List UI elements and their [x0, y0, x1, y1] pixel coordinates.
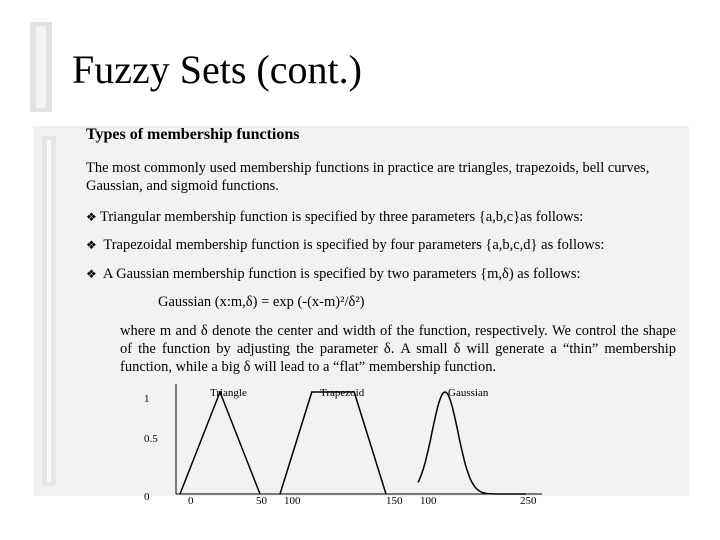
bullet-triangular [86, 208, 583, 226]
y-tick-labels [144, 393, 158, 503]
x-tick-label: 100 [284, 495, 301, 507]
diamond-bullet-icon: ❖ [86, 210, 97, 224]
panel-decorative-strip-inner [47, 140, 51, 482]
x-tick-label: 150 [386, 495, 403, 507]
diamond-bullet-icon: ❖ [86, 238, 97, 252]
section-heading: Types of membership functions [86, 126, 300, 143]
membership-curves [180, 392, 526, 494]
decorative-bar-inner [36, 26, 46, 108]
triangle-curve [180, 392, 260, 494]
y-tick-label: 0 [144, 491, 150, 503]
membership-functions-chart [130, 378, 550, 510]
bullet-text: Triangular membership function is specified by three parameters {a,b,c}as follows: [100, 209, 584, 225]
x-tick-label: 100 [420, 495, 437, 507]
y-tick-label: 1 [144, 393, 150, 405]
x-tick-labels [188, 495, 537, 507]
x-tick-label: 50 [256, 495, 267, 507]
gaussian-label: Gaussian [448, 387, 489, 399]
trapezoid-label: Trapezoid [320, 387, 365, 399]
bullet-gaussian [86, 265, 581, 283]
x-tick-label: 0 [188, 495, 194, 507]
trapezoid-curve [280, 392, 386, 494]
bullet-text: A Gaussian membership function is specified by two parameters {m,δ) as follows: [100, 266, 581, 282]
gaussian-formula: Gaussian (x:m,δ) = exp (-(x-m)²/δ²) [158, 294, 365, 310]
chart-axes [176, 384, 542, 494]
y-tick-label: 0.5 [144, 433, 158, 445]
bullet-text: Trapezoidal membership function is specified by four parameters {a,b,c,d} as follows: [100, 237, 605, 253]
diamond-bullet-icon: ❖ [86, 267, 97, 281]
slide-title: Fuzzy Sets (cont.) [72, 47, 362, 92]
triangle-label: Triangle [210, 387, 247, 399]
gaussian-curve [418, 392, 526, 494]
explanation-paragraph: where m and δ denote the center and width of the function, respectively. We control the shape of the function by adjusting the parameter δ. A small δ will generate a “thin” membership function, while a big δ will lead to a “flat” membership function. [120, 323, 676, 375]
bullet-trapezoidal [86, 236, 604, 254]
intro-paragraph: The most commonly used membership functions in practice are triangles, trapezoids, bell curves, Gaussian, and sigmoid functions. [86, 160, 650, 194]
x-tick-label: 250 [520, 495, 537, 507]
